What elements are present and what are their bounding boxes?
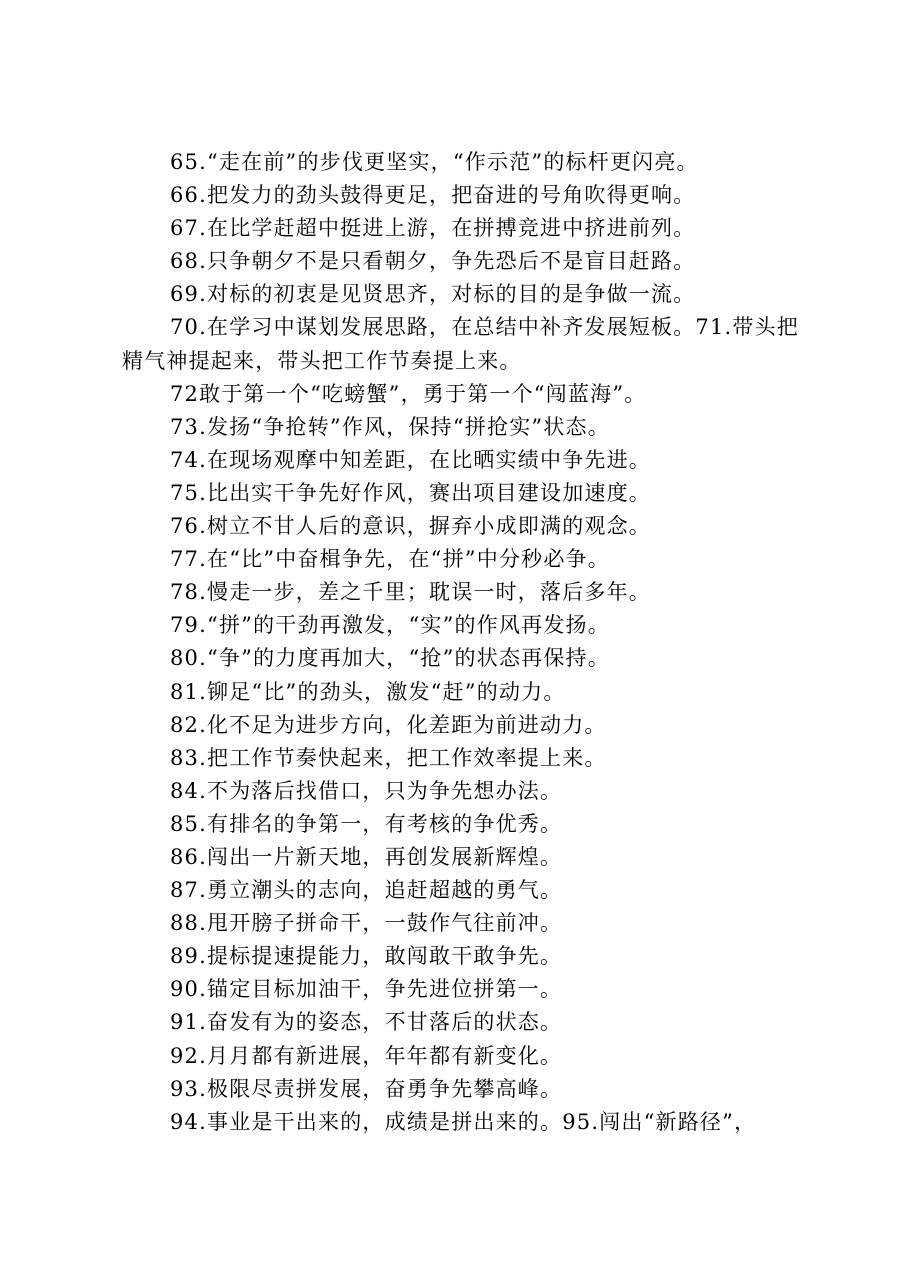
paragraph-87: 87.勇立潮头的志向，追赶超越的勇气。: [170, 878, 563, 903]
paragraph-77: 77.在“比”中奋楫争先，在“拼”中分秒必争。: [170, 547, 610, 572]
paragraph-67: 67.在比学赶超中挺进上游，在拼搏竞进中挤进前列。: [170, 216, 696, 241]
paragraph-90: 90.锚定目标加油干，争先进位拼第一。: [170, 977, 563, 1002]
paragraph-92: 92.月月都有新进展，年年都有新变化。: [170, 1043, 563, 1068]
paragraph-80: 80.“争”的力度再加大，“抢”的状态再保持。: [170, 646, 610, 671]
paragraph-94-95: 94.事业是干出来的，成绩是拼出来的。95.闯出“新路径”，: [170, 1109, 757, 1134]
paragraph-65: 65.“走在前”的步伐更坚实，“作示范”的标杆更闪亮。: [170, 150, 699, 174]
paragraph-82: 82.化不足为进步方向，化差距为前进动力。: [170, 712, 607, 737]
paragraph-93: 93.极限尽责拼发展，奋勇争先攀高峰。: [170, 1076, 563, 1101]
paragraph-66: 66.把发力的劲头鼓得更足，把奋进的号角吹得更响。: [170, 183, 696, 208]
paragraph-91: 91.奋发有为的姿态，不甘落后的状态。: [170, 1010, 563, 1035]
paragraph-84: 84.不为落后找借口，只为争先想办法。: [170, 778, 563, 803]
paragraph-88: 88.甩开膀子拼命干，一鼓作气往前冲。: [170, 911, 563, 936]
paragraph-85: 85.有排名的争第一，有考核的争优秀。: [170, 811, 563, 836]
paragraph-86: 86.闯出一片新天地，再创发展新辉煌。: [170, 844, 563, 869]
paragraph-89: 89.提标提速提能力，敢闯敢干敢争先。: [170, 944, 563, 969]
paragraph-79: 79.“拼”的干劲再激发，“实”的作风再发扬。: [170, 613, 610, 638]
document-body: [122, 146, 802, 1139]
paragraph-73: 73.发扬“争抢转”作风，保持“拼抢实”状态。: [170, 414, 610, 439]
paragraph-70-71: 70.在学习中谋划发展思路，在总结中补齐发展短板。71.带头把精气神提起来，带头把工作节奏提上来。: [122, 315, 799, 373]
paragraph-78: 78.慢走一步，差之千里；耽误一时，落后多年。: [170, 580, 651, 605]
paragraph-69: 69.对标的初衷是见贤思齐，对标的目的是争做一流。: [170, 282, 696, 307]
paragraph-81: 81.铆足“比”的劲头，激发“赶”的动力。: [170, 679, 566, 704]
paragraph-76: 76.树立不甘人后的意识，摒弃小成即满的观念。: [170, 514, 651, 539]
paragraph-72: 72敢于第一个“吃螃蟹”，勇于第一个“闯蓝海”。: [170, 381, 647, 406]
paragraph-83: 83.把工作节奏快起来，把工作效率提上来。: [170, 745, 607, 770]
paragraph-68: 68.只争朝夕不是只看朝夕，争先恐后不是盲目赶路。: [170, 249, 696, 274]
paragraph-74: 74.在现场观摩中知差距，在比晒实绩中争先进。: [170, 447, 651, 472]
paragraph-75: 75.比出实干争先好作风，赛出项目建设加速度。: [170, 480, 651, 505]
